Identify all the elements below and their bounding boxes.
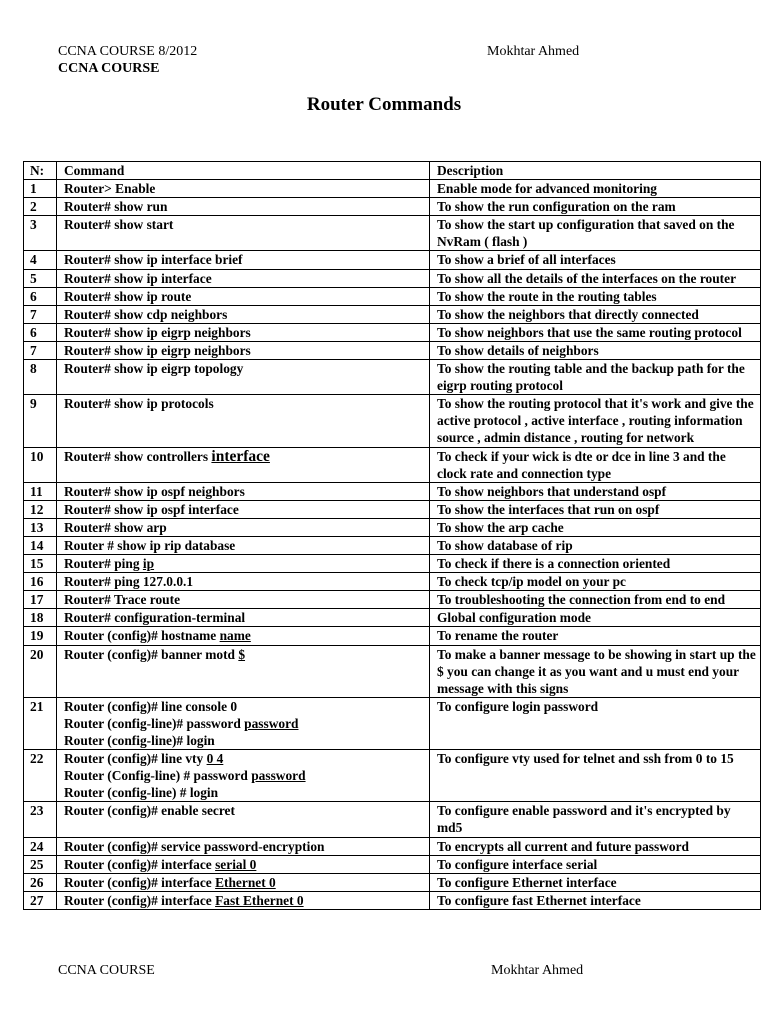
command-line <box>64 715 429 732</box>
table-row <box>24 287 761 305</box>
table-row <box>24 645 761 697</box>
description-cell: To show all the details of the interfaces on the router <box>430 269 761 287</box>
command-cell <box>57 395 430 447</box>
description-cell: To check tcp/ip model on your pc <box>430 573 761 591</box>
row-number: 11 <box>24 482 57 500</box>
header-author: Mokhtar Ahmed <box>487 44 580 59</box>
command-line <box>64 501 429 518</box>
command-cell <box>57 323 430 341</box>
command-text: Router (config)# interface <box>64 892 216 908</box>
table-row <box>24 855 761 873</box>
command-line <box>64 306 429 323</box>
table-row <box>24 251 761 269</box>
command-text: Router> Enable <box>64 181 156 197</box>
table-row <box>24 518 761 536</box>
command-line <box>64 483 429 500</box>
command-line <box>64 573 429 590</box>
table-row <box>24 697 761 749</box>
command-parameter: name <box>219 628 251 644</box>
command-line <box>64 180 429 197</box>
command-text: Router# show ip ospf interface <box>64 501 239 517</box>
command-text: Router# show ip interface <box>64 270 212 286</box>
command-cell <box>57 251 430 269</box>
row-number: 9 <box>24 395 57 447</box>
table-header-row <box>24 162 761 180</box>
command-cell <box>57 500 430 518</box>
table-row <box>24 750 761 802</box>
command-parameter: Ethernet 0 <box>215 874 276 890</box>
command-text: Router# show ip eigrp neighbors <box>64 342 251 358</box>
description-cell: To show the route in the routing tables <box>430 287 761 305</box>
description-cell: To show the run configuration on the ram <box>430 198 761 216</box>
command-line <box>64 856 429 873</box>
command-text: Router (Config-line) # password <box>64 768 252 784</box>
command-cell <box>57 360 430 395</box>
description-cell: To make a banner message to be showing in start up the $ you can change it as you want and u must end your message with this signs <box>430 645 761 697</box>
command-cell <box>57 609 430 627</box>
command-line <box>64 892 429 909</box>
row-number: 3 <box>24 216 57 251</box>
command-text: Router# show ip ospf neighbors <box>64 483 245 499</box>
description-cell: To configure interface serial <box>430 855 761 873</box>
command-cell <box>57 573 430 591</box>
table-row <box>24 555 761 573</box>
description-cell: To show details of neighbors <box>430 341 761 359</box>
command-parameter: password <box>251 768 306 784</box>
command-text: Router (config-line) # login <box>64 785 219 801</box>
command-cell <box>57 482 430 500</box>
table-row <box>24 873 761 891</box>
command-line <box>64 360 429 377</box>
command-line <box>64 784 429 801</box>
command-line <box>64 324 429 341</box>
table-row <box>24 891 761 909</box>
command-parameter: $ <box>238 646 246 662</box>
command-line <box>64 732 429 749</box>
command-cell <box>57 645 430 697</box>
row-number: 20 <box>24 645 57 697</box>
table-row <box>24 305 761 323</box>
command-line <box>64 609 429 626</box>
command-cell <box>57 518 430 536</box>
description-cell: Enable mode for advanced monitoring <box>430 180 761 198</box>
table-body <box>24 180 761 910</box>
command-cell <box>57 555 430 573</box>
table-row <box>24 198 761 216</box>
description-cell: To encrypts all current and future password <box>430 837 761 855</box>
command-cell <box>57 536 430 554</box>
row-number: 1 <box>24 180 57 198</box>
command-text: Router# show arp <box>64 519 167 535</box>
command-text: Router# show ip route <box>64 288 192 304</box>
command-line <box>64 342 429 359</box>
row-number: 27 <box>24 891 57 909</box>
command-cell <box>57 837 430 855</box>
command-text: Router# show ip protocols <box>64 396 214 412</box>
description-cell: To configure fast Ethernet interface <box>430 891 761 909</box>
command-cell <box>57 697 430 749</box>
command-text: Router (config)# line vty <box>64 751 207 767</box>
footer-course: CCNA COURSE <box>58 963 155 978</box>
column-header-number: N: <box>24 162 57 180</box>
description-cell: To show the routing protocol that it's work and give the active protocol , active interface , routing information source , admin distance , routing for network <box>430 395 761 447</box>
table-row <box>24 341 761 359</box>
table-row <box>24 323 761 341</box>
command-line <box>64 448 429 465</box>
command-parameter: ip <box>142 556 155 572</box>
description-cell: To check if your wick is dte or dce in line 3 and the clock rate and connection type <box>430 447 761 482</box>
table-row <box>24 536 761 554</box>
command-text: Router (config)# interface <box>64 856 216 872</box>
row-number: 25 <box>24 855 57 873</box>
command-line <box>64 537 429 554</box>
command-line <box>64 646 429 663</box>
description-cell: To show database of rip <box>430 536 761 554</box>
command-text: Router# ping <box>64 556 143 572</box>
document-title: Router Commands <box>306 94 462 115</box>
row-number: 14 <box>24 536 57 554</box>
command-line <box>64 198 429 215</box>
row-number: 16 <box>24 573 57 591</box>
command-text: Router# show ip eigrp topology <box>64 361 244 377</box>
command-line <box>64 874 429 891</box>
row-number: 7 <box>24 341 57 359</box>
table-row <box>24 500 761 518</box>
command-text: Router (config)# service password-encryption <box>64 838 325 854</box>
description-cell: To show neighbors that use the same routing protocol <box>430 323 761 341</box>
command-parameter: password <box>244 715 299 731</box>
row-number: 21 <box>24 697 57 749</box>
command-text: Router# show start <box>64 217 174 233</box>
command-line <box>64 750 429 767</box>
command-line <box>64 270 429 287</box>
row-number: 4 <box>24 251 57 269</box>
row-number: 6 <box>24 323 57 341</box>
table-row <box>24 216 761 251</box>
command-parameter: serial 0 <box>215 856 257 872</box>
command-cell <box>57 891 430 909</box>
command-text: Router# show cdp neighbors <box>64 306 228 322</box>
command-text: Router# Trace route <box>64 592 181 608</box>
command-line <box>64 519 429 536</box>
description-cell: To show neighbors that understand ospf <box>430 482 761 500</box>
router-commands-table <box>23 161 761 910</box>
command-cell <box>57 627 430 645</box>
row-number: 23 <box>24 802 57 837</box>
description-cell: To configure login password <box>430 697 761 749</box>
description-cell: To troubleshooting the connection from end to end <box>430 591 761 609</box>
command-line <box>64 591 429 608</box>
row-number: 19 <box>24 627 57 645</box>
row-number: 26 <box>24 873 57 891</box>
table-row <box>24 447 761 482</box>
row-number: 17 <box>24 591 57 609</box>
command-text: Router# show run <box>64 199 168 215</box>
command-cell <box>57 855 430 873</box>
command-cell <box>57 305 430 323</box>
description-cell: To show the routing table and the backup path for the eigrp routing protocol <box>430 360 761 395</box>
command-text: Router# ping 127.0.0.1 <box>64 574 194 590</box>
command-cell <box>57 287 430 305</box>
row-number: 22 <box>24 750 57 802</box>
page-header-left <box>58 43 197 77</box>
description-cell: To check if there is a connection oriented <box>430 555 761 573</box>
table-row <box>24 609 761 627</box>
command-text: Router (config)# banner motd <box>64 646 239 662</box>
description-cell: To show a brief of all interfaces <box>430 251 761 269</box>
description-cell: To rename the router <box>430 627 761 645</box>
command-text: Router# configuration-terminal <box>64 610 246 626</box>
command-cell <box>57 447 430 482</box>
command-line <box>64 802 429 819</box>
row-number: 5 <box>24 269 57 287</box>
description-cell: To show the arp cache <box>430 518 761 536</box>
row-number: 6 <box>24 287 57 305</box>
row-number: 13 <box>24 518 57 536</box>
command-cell <box>57 750 430 802</box>
command-line <box>64 251 429 268</box>
row-number: 12 <box>24 500 57 518</box>
command-cell <box>57 269 430 287</box>
row-number: 8 <box>24 360 57 395</box>
column-header-description: Description <box>430 162 761 180</box>
command-cell <box>57 341 430 359</box>
table-row <box>24 482 761 500</box>
description-cell: To configure enable password and it's encrypted by md5 <box>430 802 761 837</box>
command-text: Router# show ip interface brief <box>64 252 243 268</box>
command-line <box>64 395 429 412</box>
description-cell: To show the start up configuration that saved on the NvRam ( flash ) <box>430 216 761 251</box>
column-header-command: Command <box>57 162 430 180</box>
row-number: 2 <box>24 198 57 216</box>
footer-author: Mokhtar Ahmed <box>491 963 584 978</box>
row-number: 15 <box>24 555 57 573</box>
description-cell: To configure vty used for telnet and ssh from 0 to 15 <box>430 750 761 802</box>
table-row <box>24 627 761 645</box>
row-number: 18 <box>24 609 57 627</box>
command-parameter: 0 4 <box>206 751 224 767</box>
command-line <box>64 698 429 715</box>
command-line <box>64 838 429 855</box>
table-row <box>24 802 761 837</box>
command-parameter: interface <box>211 447 270 465</box>
table-row <box>24 360 761 395</box>
header-course-title: CCNA COURSE <box>58 61 160 76</box>
description-cell: To configure Ethernet interface <box>430 873 761 891</box>
command-cell <box>57 591 430 609</box>
command-line <box>64 216 429 233</box>
header-course-date: CCNA COURSE 8/2012 <box>58 44 198 59</box>
command-text: Router (config-line)# password <box>64 715 245 731</box>
command-cell <box>57 198 430 216</box>
command-text: Router (config)# enable secret <box>64 803 235 819</box>
command-parameter: Fast Ethernet 0 <box>215 892 304 908</box>
table-row <box>24 269 761 287</box>
row-number: 10 <box>24 447 57 482</box>
command-cell <box>57 873 430 891</box>
description-cell: To show the interfaces that run on ospf <box>430 500 761 518</box>
description-cell: Global configuration mode <box>430 609 761 627</box>
command-text: Router (config)# line console 0 <box>64 698 238 714</box>
command-line <box>64 555 429 572</box>
row-number: 24 <box>24 837 57 855</box>
command-text: Router (config-line)# login <box>64 733 215 748</box>
command-text: Router# show ip eigrp neighbors <box>64 324 251 340</box>
description-cell: To show the neighbors that directly connected <box>430 305 761 323</box>
command-text: Router (config)# interface <box>64 874 216 890</box>
command-cell <box>57 802 430 837</box>
command-line <box>64 767 429 784</box>
command-text: Router (config)# hostname <box>64 628 220 644</box>
table-row <box>24 837 761 855</box>
command-cell <box>57 180 430 198</box>
row-number: 7 <box>24 305 57 323</box>
command-line <box>64 627 429 644</box>
command-cell <box>57 216 430 251</box>
table-row <box>24 591 761 609</box>
table-row <box>24 180 761 198</box>
command-line <box>64 288 429 305</box>
command-text: Router # show ip rip database <box>64 537 236 553</box>
table-row <box>24 573 761 591</box>
command-text: Router# show controllers <box>64 448 212 464</box>
table-row <box>24 395 761 447</box>
